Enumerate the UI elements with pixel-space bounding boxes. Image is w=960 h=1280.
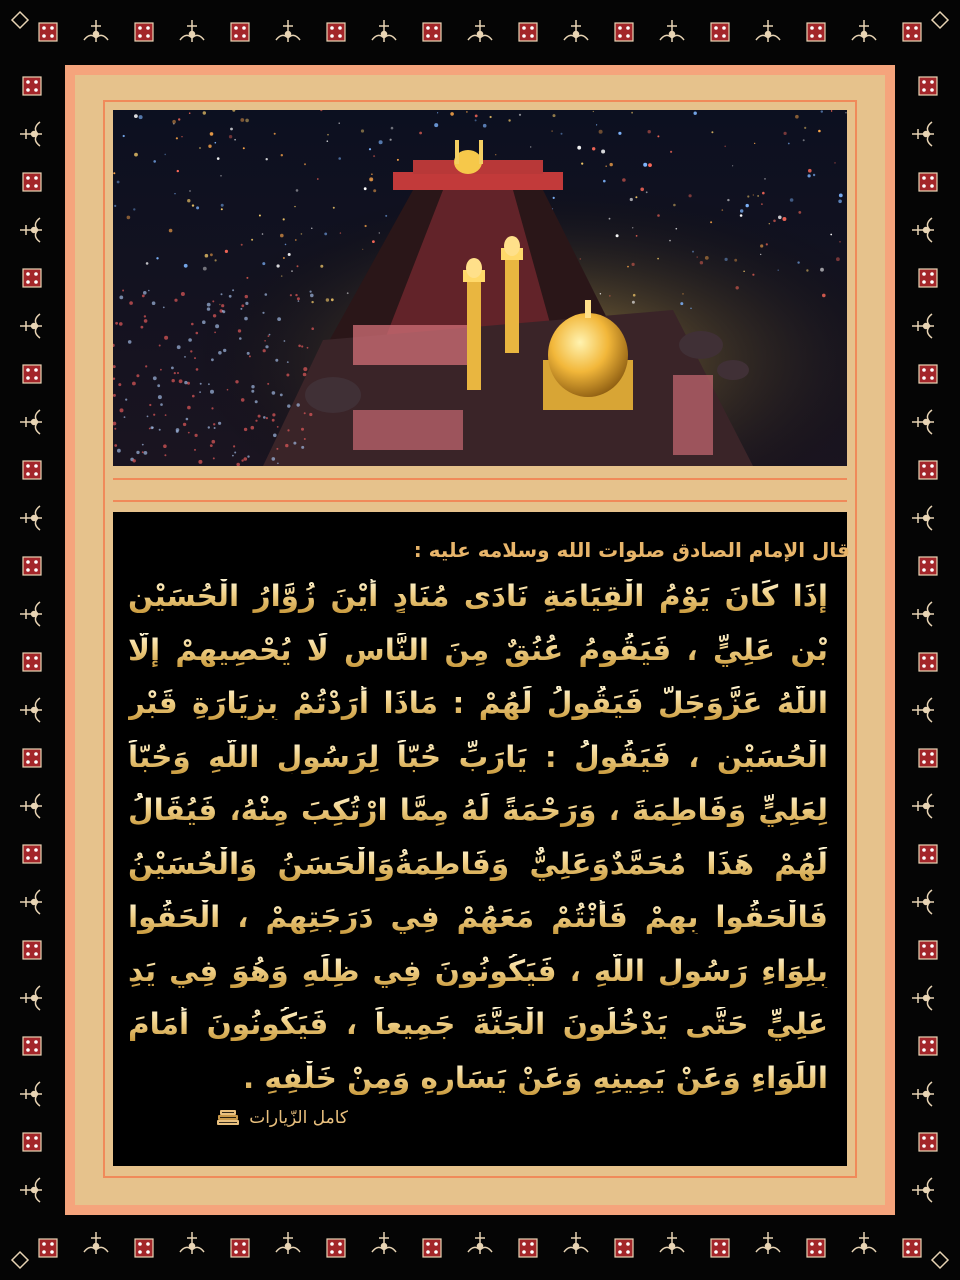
border-flourish: [84, 20, 108, 42]
border-tile: [23, 77, 41, 95]
border-tile: [919, 365, 937, 383]
border-flourish: [756, 1232, 780, 1254]
border-flourish: [852, 1232, 876, 1254]
border-flourish: [912, 410, 934, 434]
border-flourish: [912, 1178, 934, 1202]
border-flourish: [912, 698, 934, 722]
border-tile: [519, 1239, 537, 1257]
border-tile: [23, 653, 41, 671]
frame-inner-line-bottom: [103, 1176, 857, 1178]
border-flourish: [20, 794, 42, 818]
border-tile: [919, 173, 937, 191]
shrine-photo: [113, 110, 847, 466]
border-tile: [23, 365, 41, 383]
border-tile: [919, 749, 937, 767]
border-tile: [39, 1239, 57, 1257]
border-tile: [423, 23, 441, 41]
border-tile: [519, 23, 537, 41]
border-flourish: [912, 218, 934, 242]
border-flourish: [912, 794, 934, 818]
corner-ornament: [932, 12, 948, 28]
intro-heading: قال الإمام الصادق صلوات الله وسلامه عليه :: [413, 538, 850, 562]
border-tile: [327, 23, 345, 41]
border-tile: [903, 1239, 921, 1257]
border-tile: [711, 1239, 729, 1257]
border-flourish: [20, 122, 42, 146]
border-tile: [327, 1239, 345, 1257]
border-flourish: [20, 1082, 42, 1106]
border-flourish: [468, 20, 492, 42]
border-tile: [919, 1133, 937, 1151]
border-flourish: [180, 20, 204, 42]
border-tile: [807, 1239, 825, 1257]
border-tile: [39, 23, 57, 41]
border-flourish: [20, 986, 42, 1010]
source-label: كامل الزّيارات: [249, 1108, 348, 1128]
border-flourish: [20, 506, 42, 530]
border-flourish: [912, 1082, 934, 1106]
corner-ornament: [12, 12, 28, 28]
border-flourish: [468, 1232, 492, 1254]
border-tile: [615, 1239, 633, 1257]
border-tile: [919, 77, 937, 95]
border-tile: [919, 845, 937, 863]
corner-ornament: [12, 1252, 28, 1268]
border-tile: [919, 461, 937, 479]
source-caption: [168, 1108, 348, 1128]
border-tile: [23, 557, 41, 575]
border-flourish: [756, 20, 780, 42]
border-tile: [23, 1133, 41, 1151]
border-flourish: [852, 20, 876, 42]
border-tile: [23, 1037, 41, 1055]
border-flourish: [20, 314, 42, 338]
border-flourish: [20, 698, 42, 722]
border-tile: [231, 23, 249, 41]
border-tile: [135, 1239, 153, 1257]
hadith-text: [128, 570, 828, 1105]
border-tile: [135, 23, 153, 41]
border-tile: [23, 173, 41, 191]
border-flourish: [276, 1232, 300, 1254]
border-flourish: [564, 20, 588, 42]
border-flourish: [912, 986, 934, 1010]
border-tile: [919, 557, 937, 575]
border-tile: [23, 845, 41, 863]
border-tile: [615, 23, 633, 41]
border-flourish: [372, 20, 396, 42]
border-flourish: [564, 1232, 588, 1254]
border-tile: [919, 941, 937, 959]
border-flourish: [20, 410, 42, 434]
hadith-body: إِذَا كَانَ يَوْمُ الْقِيَامَةِ نَادَى مُنَادٍ أَيْنَ زُوَّارُ الْحُسَيْنِ بْنِ عَلِيٍّ ، فَيَقُومُ عُنُقٌ مِنَ النَّاسِ لَا يُحْصِيهِمْ إِلَّا اللَّهُ عَزَّوَجَلَّ فَيَقُولُ لَهُمْ : مَاذَا أَرَدْتُمْ بِزِيَارَةِ قَبْرِ الْحُسَيْنِ ، فَيَقُولُ : يَارَبِّ حُبّاً لِرَسُولِ اللَّهِ وَحُبّاً لِعَلِيٍّ وَفَاطِمَةَ ، وَرَحْمَةً لَهُ مِمَّا ارْتُكِبَ مِنْهُ، فَيُقَالُ لَهُمْ هَذَا مُحَمَّدٌوَعَلِيٌّ وَفَاطِمَةُوَالْحَسَنُ وَالْحُسَيْنُ فَالْحَقُوا بِهِمْ فَأَنْتُمْ مَعَهُمْ فِي دَرَجَتِهِمْ ، الْحَقُوا بِلِوَاءِ رَسُولِ اللَّهِ ، فَيَكُونُونَ فِي ظِلِّهِ وَهُوَ فِي يَدِ عَلِيٍّ حَتَّى يَدْخُلُونَ الْجَنَّةَ جَمِيعاً ، فَيَكُونُونَ أَمَامَ اللِّوَاءِ وَعَنْ يَمِينِهِ وَعَنْ يَسَارِهِ وَمِنْ خَلْفِهِ .: [128, 579, 828, 1095]
border-flourish: [180, 1232, 204, 1254]
border-flourish: [660, 20, 684, 42]
border-flourish: [660, 1232, 684, 1254]
border-tile: [23, 941, 41, 959]
frame-inner-line-right: [855, 100, 857, 1178]
border-tile: [919, 269, 937, 287]
border-tile: [423, 1239, 441, 1257]
border-flourish: [912, 506, 934, 530]
border-flourish: [20, 890, 42, 914]
border-tile: [711, 23, 729, 41]
corner-ornament: [932, 1252, 948, 1268]
border-tile: [919, 653, 937, 671]
border-tile: [807, 23, 825, 41]
border-flourish: [276, 20, 300, 42]
frame-inner-line-left: [103, 100, 105, 1178]
divider-bottom: [113, 500, 847, 502]
border-flourish: [20, 218, 42, 242]
border-flourish: [912, 122, 934, 146]
border-tile: [231, 1239, 249, 1257]
border-flourish: [20, 1178, 42, 1202]
border-tile: [23, 461, 41, 479]
frame-inner-line-top: [103, 100, 857, 102]
border-flourish: [912, 890, 934, 914]
border-flourish: [84, 1232, 108, 1254]
border-flourish: [20, 602, 42, 626]
divider-top: [113, 478, 847, 480]
border-flourish: [912, 602, 934, 626]
border-flourish: [912, 314, 934, 338]
border-tile: [919, 1037, 937, 1055]
border-tile: [903, 23, 921, 41]
book-stack-icon: [215, 1109, 241, 1127]
border-tile: [23, 269, 41, 287]
border-tile: [23, 749, 41, 767]
border-flourish: [372, 1232, 396, 1254]
